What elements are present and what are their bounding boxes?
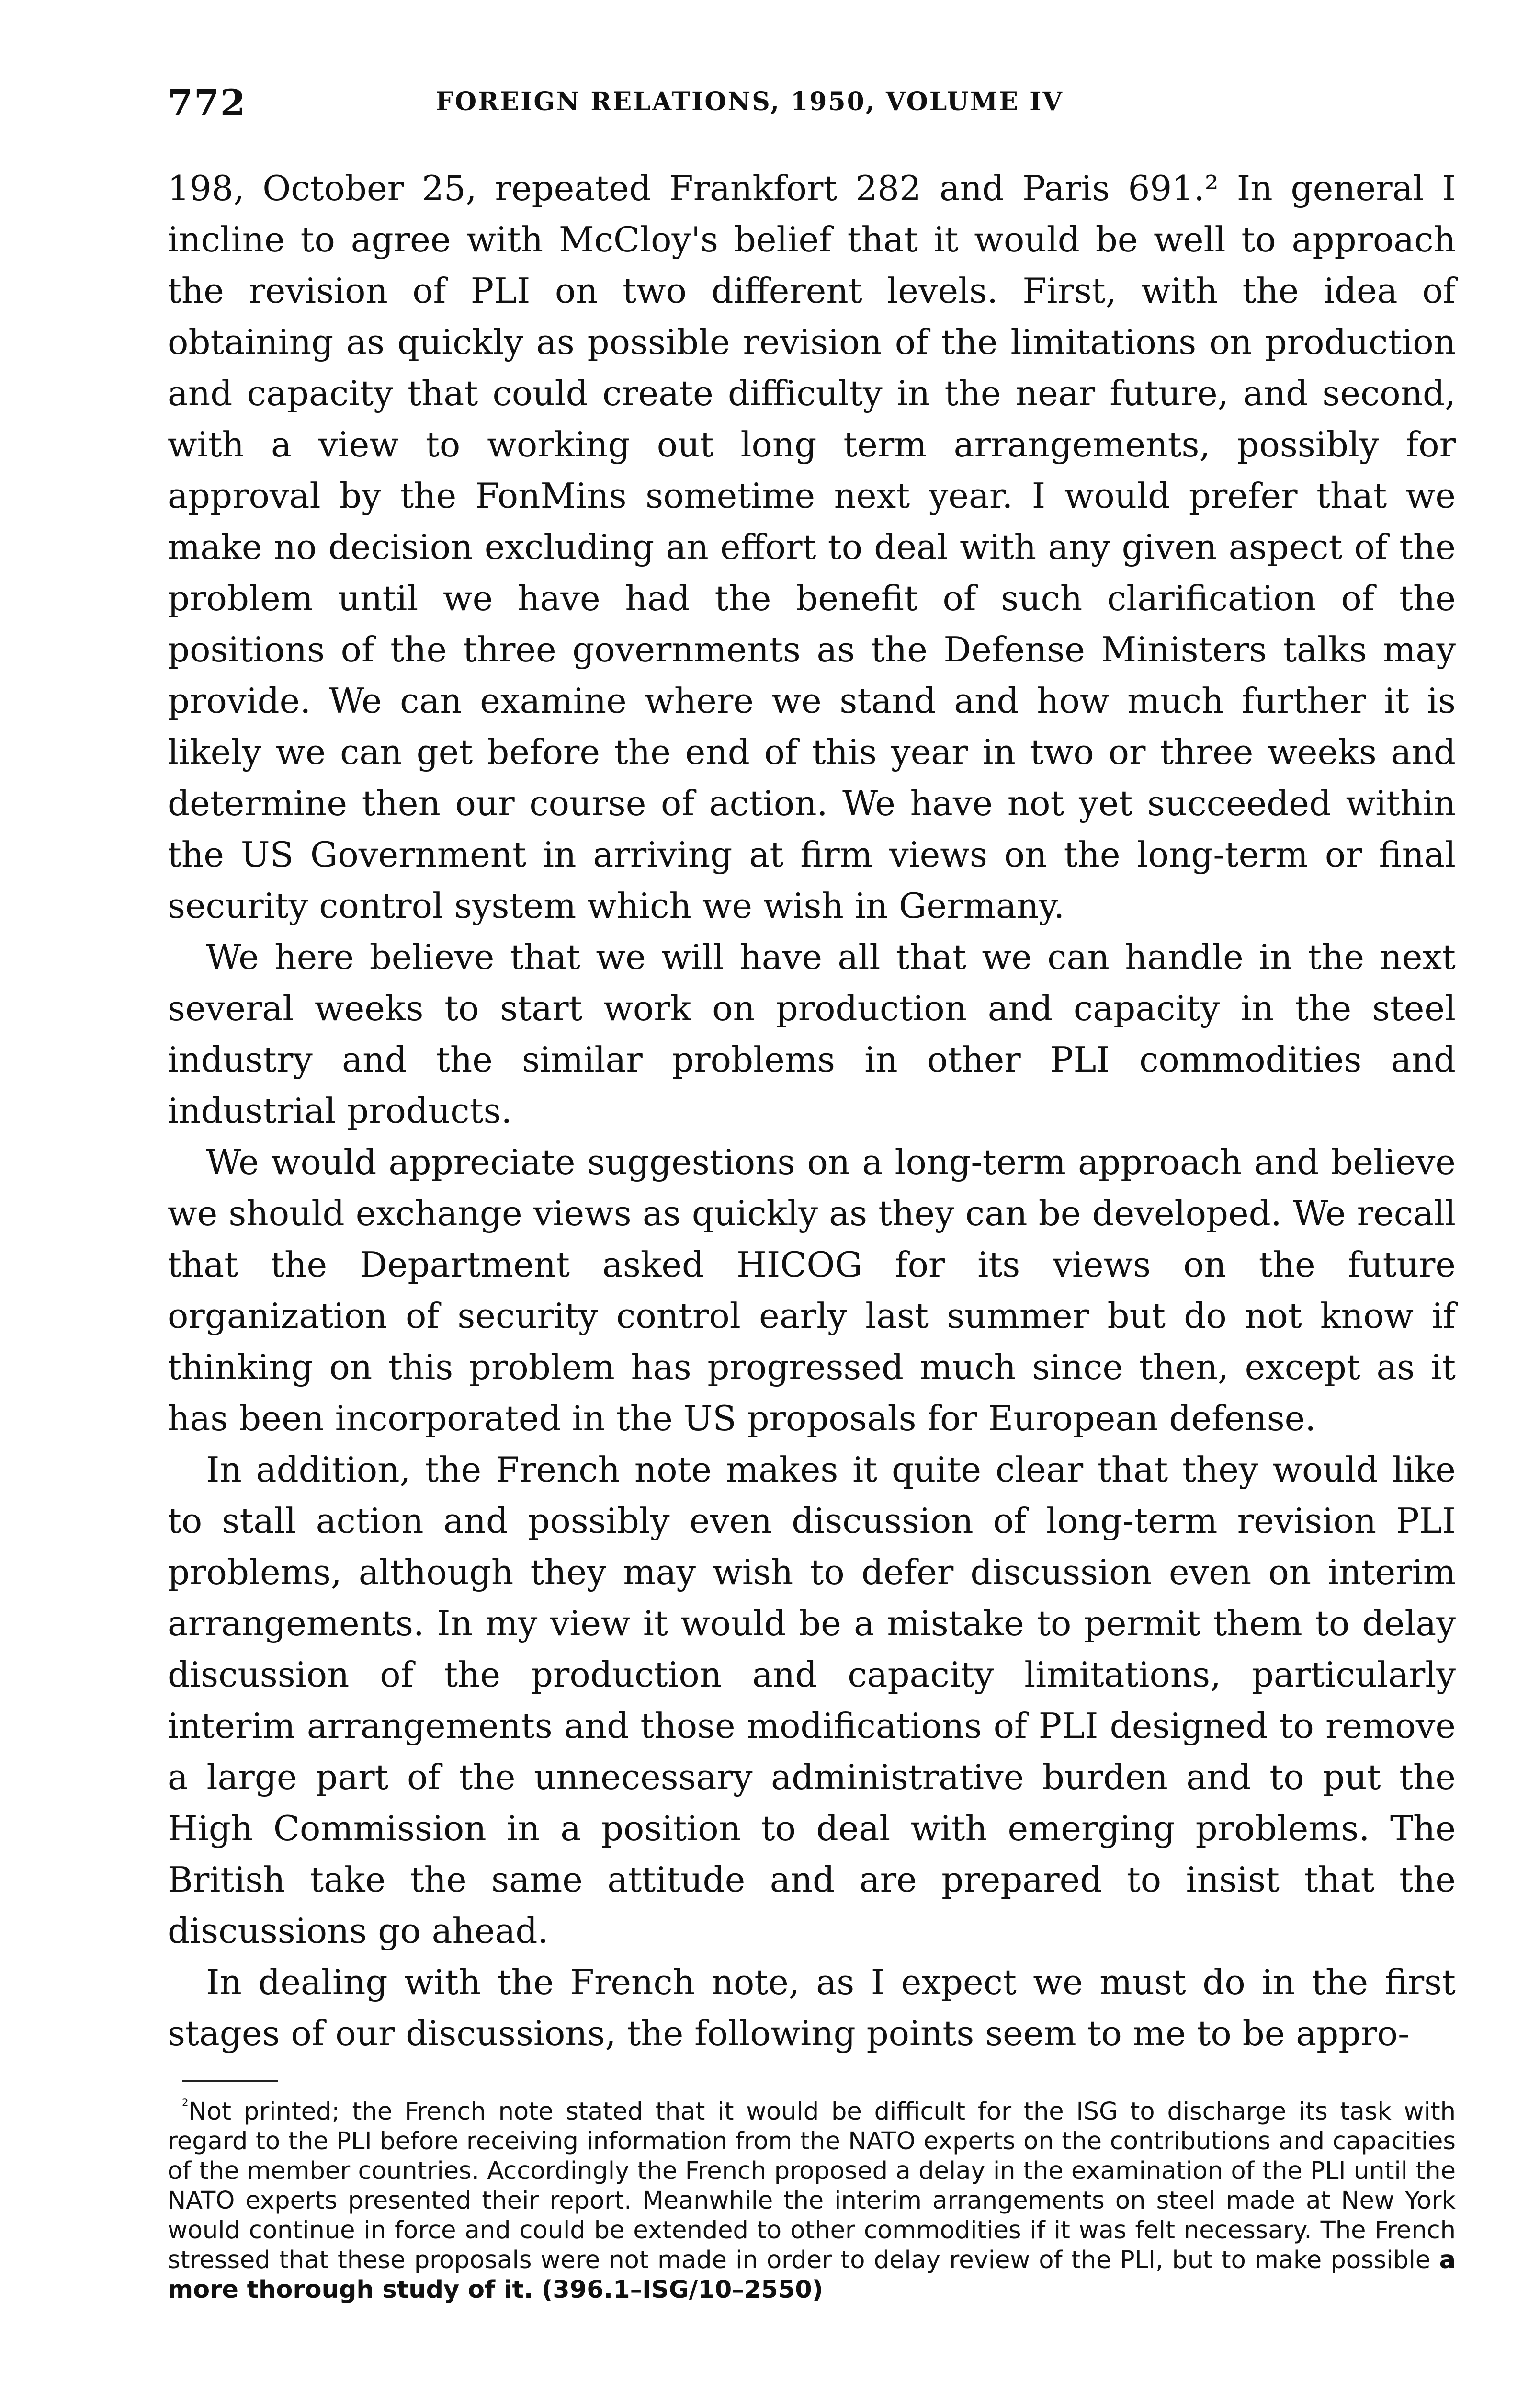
footnote bbox=[168, 2091, 1456, 2305]
document-page bbox=[168, 81, 1456, 2305]
paragraph-4: In addition, the French note makes it quite clear that they would like to stall action and possibly even discussion of long-term revision PLI problems, although they may wish to defer discussion even on interim arrangements. In my view it would be a mistake to permit them to delay discussion of the production and capacity limitations, particularly interim arrangements and those modifications of PLI designed to remove a large part of the unnecessary administrative burden and to put the High Commission in a position to deal with emerging problems. The British take the same attitude and are prepared to insist that the discussions go ahead. bbox=[168, 1449, 1456, 1951]
body-text bbox=[168, 163, 1456, 2059]
footnote-marker: ² bbox=[182, 2096, 189, 2115]
footnote-divider bbox=[182, 2080, 278, 2082]
paragraph-3: We would appreciate suggestions on a long-term approach and believe we should exchange views as quickly as they can be developed. We recall that the Department asked HICOG for its views on the future organization of security control early last summer but do not know if thinking on this problem has progressed much since then, except as it has been incorporated in the US proposals for European defense. bbox=[168, 1142, 1456, 1438]
page-number: 772 bbox=[168, 81, 247, 124]
running-header bbox=[168, 81, 1456, 139]
footnote-reference: a more thorough study of it. (396.1–ISG/10–2550) bbox=[168, 2246, 1456, 2304]
running-title: FOREIGN RELATIONS, 1950, VOLUME IV bbox=[436, 87, 1064, 116]
footnote-text: Not printed; the French note stated that it would be difficult for the ISG to discharge its task with regard to the PLI before receiving information from the NATO experts on the contributions and capacities of the member countries. Accordingly the French proposed a delay in the examination of the PLI until the NATO experts presented their report. Meanwhile the interim arrangements on steel made at New York would continue in force and could be extended to other commodities if it was felt necessary. The French stressed that these proposals were not made in order to delay review of the PLI, but to make possible bbox=[168, 2098, 1456, 2274]
paragraph-5: In dealing with the French note, as I expect we must do in the first stages of our discussions, the following points seem to me to be appro- bbox=[168, 1962, 1456, 2053]
paragraph-2: We here believe that we will have all that we can handle in the next several weeks to start work on production and capacity in the steel industry and the similar problems in other PLI commodities and industrial products. bbox=[168, 937, 1456, 1131]
paragraph-1: 198, October 25, repeated Frankfort 282 and Paris 691.² In general I incline to agree with McCloy's belief that it would be well to approach the revision of PLI on two different levels. First, with the idea of obtaining as quickly as possible revision of the limitations on production and capacity that could create difficulty in the near future, and second, with a view to working out long term arrangements, possibly for approval by the FonMins sometime next year. I would prefer that we make no decision excluding an effort to deal with any given aspect of the problem until we have had the benefit of such clarification of the positions of the three governments as the Defense Ministers talks may provide. We can examine where we stand and how much further it is likely we can get before the end of this year in two or three weeks and determine then our course of action. We have not yet succeeded within the US Government in arriving at firm views on the long-term or final security control system which we wish in Germany. bbox=[168, 168, 1456, 926]
